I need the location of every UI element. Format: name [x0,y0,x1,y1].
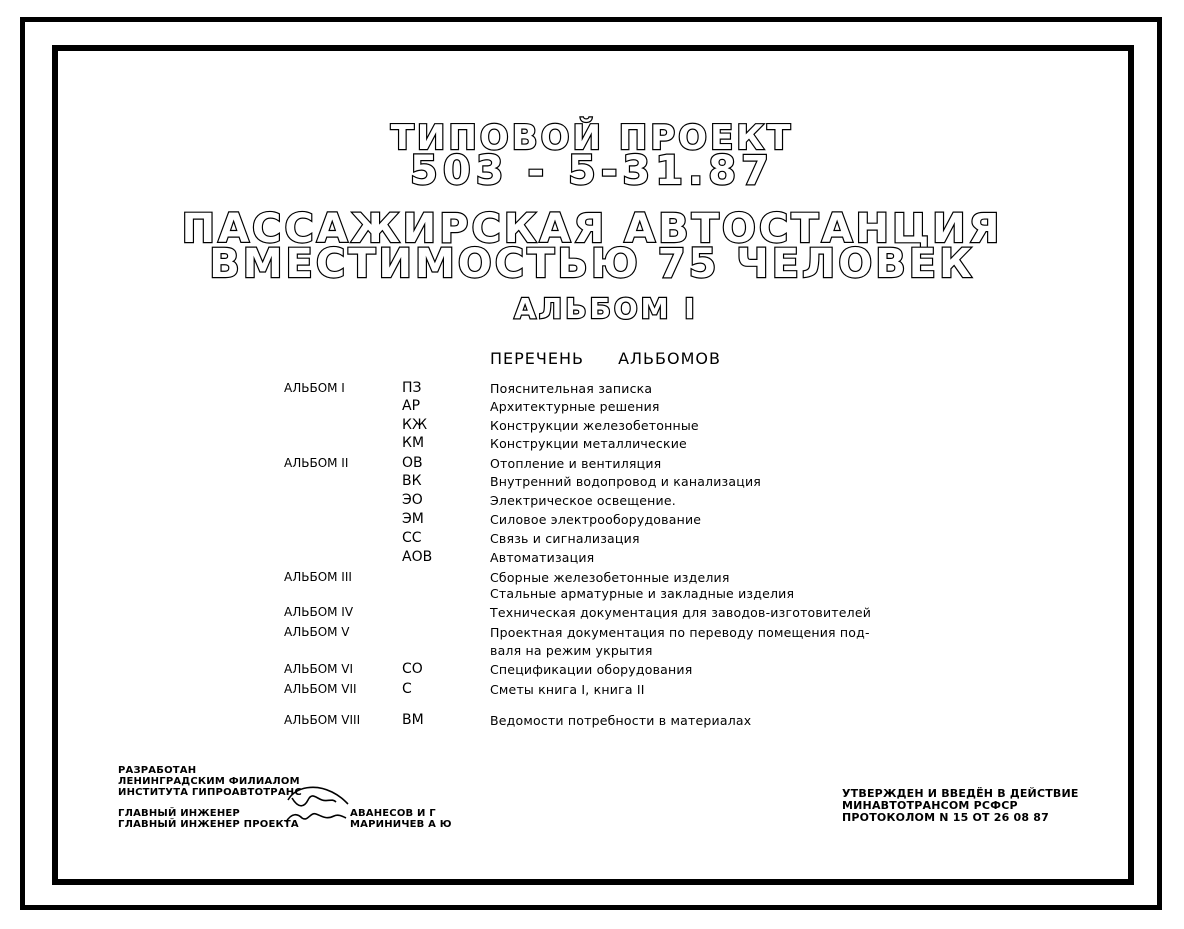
album-section-title: Связь и сигнализация [490,531,640,546]
list-item [0,436,1184,453]
album-code: ЭМ [402,511,424,527]
list-item [0,682,1184,699]
album-label: АЛЬБОМ VIII [284,713,361,727]
album-label: АЛЬБОМ V [284,625,350,639]
list-item [0,474,1184,491]
list-item [0,493,1184,510]
album-label: АЛЬБОМ III [284,570,352,584]
project-engineer-label: ГЛАВНЫЙ ИНЖЕНЕР ПРОЕКТА [118,819,299,830]
album-section-title: Спецификации оборудования [490,662,693,677]
album-code: С [402,681,412,697]
album-code: АОВ [402,549,433,565]
list-item [0,570,1184,587]
list-item [0,512,1184,529]
album-label: АЛЬБОМ VII [284,682,357,696]
list-item [0,625,1184,642]
album-section-title: Техническая документация для заводов-изготовителей [490,605,872,620]
album-code: ПЗ [402,380,422,396]
album-code: КЖ [402,417,428,433]
project-title-line1: ПАССАЖИРСКАЯ АВТОСТАНЦИЯ [181,206,1003,252]
album-code: СС [402,530,422,546]
album-section-title: Внутренний водопровод и канализация [490,474,762,489]
approval-line3: ПРОТОКОЛОМ N 15 ОТ 26 08 87 [842,811,1049,824]
developer-line2: ЛЕНИНГРАДСКИМ ФИЛИАЛОМ [118,776,300,787]
album-label: АЛЬБОМ VI [284,662,354,676]
list-item [0,456,1184,473]
album-section-title: Электрическое освещение. [490,493,676,508]
album-code: КМ [402,435,425,451]
album-section-title: Архитектурные решения [490,399,660,414]
list-item [0,586,1184,603]
album-section-title: Сборные железобетонные изделия [490,570,730,585]
album-section-title: Конструкции железобетонные [490,418,699,433]
album-section-title: Стальные арматурные и закладные изделия [490,586,795,601]
approval-line2: МИНАВТОТРАНСОМ РСФСР [842,799,1018,812]
album-section-title: Конструкции металлические [490,436,687,451]
album-label: АЛЬБОМ I [284,381,345,395]
list-item [0,399,1184,416]
list-item [0,381,1184,398]
album-section-title: Силовое электрооборудование [490,512,702,527]
album-code: АР [402,398,421,414]
developer-line3: ИНСТИТУТА ГИПРОАВТОТРАНС [118,787,302,798]
list-item [0,605,1184,622]
album-label: АЛЬБОМ II [284,456,349,470]
list-item [0,418,1184,435]
album-section-title: Ведомости потребности в материалах [490,713,752,728]
album-code: ОВ [402,455,423,471]
album-section-title: Пояснительная записка [490,381,653,396]
project-title-line2: ВМЕСТИМОСТЬЮ 75 ЧЕЛОВЕК [209,241,975,287]
developer-block [118,765,452,830]
approval-block [842,788,1079,824]
album-code: СО [402,661,423,677]
list-item [0,713,1184,730]
album-code: ВМ [402,712,424,728]
album-list-heading: ПЕРЕЧЕНЬ АЛЬБОМОВ [490,349,721,368]
album-code: ВК [402,473,422,489]
list-item [0,531,1184,548]
developer-line1: РАЗРАБОТАН [118,765,197,776]
album-section-title: Автоматизация [490,550,595,565]
list-item [0,662,1184,679]
album-code: ЭО [402,492,423,508]
approval-line1: УТВЕРЖДЕН И ВВЕДЁН В ДЕЙСТВИЕ [842,787,1079,800]
album-section-title: Сметы книга I, книга II [490,682,645,697]
album-title: АЛЬБОМ I [514,292,698,325]
chief-engineer-name: АВАНЕСОВ И Г [350,808,436,819]
album-label: АЛЬБОМ IV [284,605,354,619]
album-section-title: валя на режим укрытия [490,643,653,658]
list-item [0,643,1184,660]
chief-engineer-label: ГЛАВНЫЙ ИНЖЕНЕР [118,808,240,819]
list-item [0,550,1184,567]
project-type-title: ТИПОВОЙ ПРОЕКТ [390,118,794,158]
signature-icon [282,778,352,828]
project-engineer-name: МАРИНИЧЕВ А Ю [350,819,452,830]
album-section-title: Отопление и вентиляция [490,456,662,471]
album-section-title: Проектная документация по переводу помещения под- [490,625,870,640]
project-number: 503 - 5-31.87 [410,148,774,194]
